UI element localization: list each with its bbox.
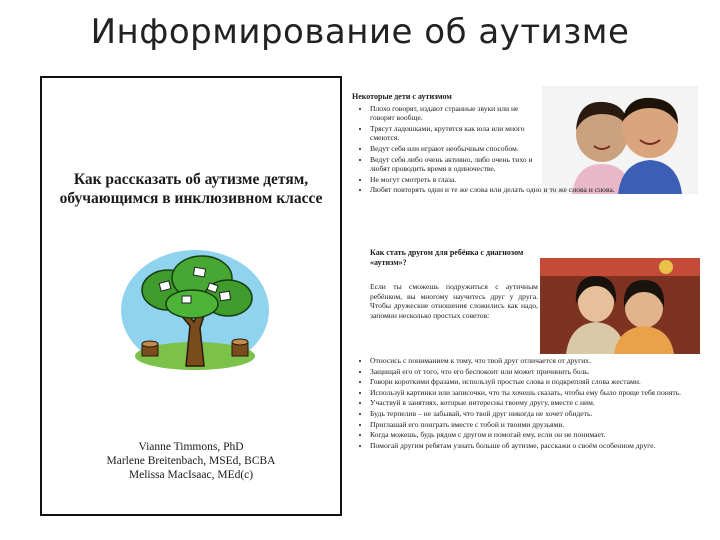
list-item: • Не могут смотреть в глаза. [370,175,544,185]
list-item: • Относись с пониманием к тому, что твой друг отличается от других. [370,356,698,366]
list-item: • Будь терпелив – не забывай, что твой друг никогда не хочет обидеть. [370,409,698,419]
author-line: Melissa MacIsaac, MEd(c) [128,469,254,481]
author-line: Marlene Breitenbach, MSEd, BCBA [106,455,276,467]
list-item: • Любят повторять одни и те же слова или делать одно и то же снова и снова. [370,185,710,195]
list-item: • Приглашай его поиграть вместе с тобой и твоими друзьями. [370,420,698,430]
section-heading: Как стать другом для ребёнка с диагнозом «аутизм»? [370,248,524,267]
brochure-inner-page [352,92,698,522]
children-smiling-icon [542,86,698,194]
list-item: • Плохо говорят, издают странные звуки или не говорят вообще. [370,104,544,123]
slide-title: Информирование об аутизме [90,12,630,52]
tree-illustration [120,248,270,376]
children-photo-2 [540,258,700,354]
section-friendship-tips [352,354,698,451]
list-item: • Ведут себя или играют необычным способом. [370,144,544,154]
friendship-paragraph: Если ты сможешь подружиться с аутичным ребёнком, вы многому научитесь друг у друга. Чтобы дружеские отношения сложились как надо, запомни несколько простых советов: [370,282,538,320]
brochure-cover [40,76,342,516]
children-photo-1 [542,86,698,194]
list-item: • Защищай его от того, что его беспокоит или может причинить боль. [370,367,698,377]
list-item: • Трясут ладошками, крутятся как юла или много смеются. [370,124,544,143]
list-item: • Ведут себя либо очень активно, либо очень тихо и любят проводить время в одиночестве. [370,155,544,174]
list-item: • Когда можешь, будь рядом с другом и помогай ему, если он не понимает. [370,430,698,440]
cover-authors [52,440,330,482]
tree-icon [120,248,270,376]
author-line: Vianne Timmons, PhD [138,441,244,453]
section-friendship-heading [370,248,538,267]
two-girls-icon [540,258,700,354]
cover-title: Как рассказать об аутизме детям, обучающимся в инклюзивном классе [59,171,323,207]
list-item: • Участвуй в занятиях, которые интересны твоему другу, вместе с ним. [370,398,698,408]
list-item: • Говори короткими фразами, используй простые слова и подкрепляй слова жестами. [370,377,698,387]
list-item: • Помогай другим ребятам узнать больше об аутизме, расскажи о своём особенном друге. [370,441,698,451]
section-heading: Некоторые дети с аутизмом [352,92,452,101]
list-item: • Используй картинки или записочки, что ты хочешь сказать, чтобы ему было проще тебя понять. [370,388,698,398]
section-autism-traits [352,92,615,196]
